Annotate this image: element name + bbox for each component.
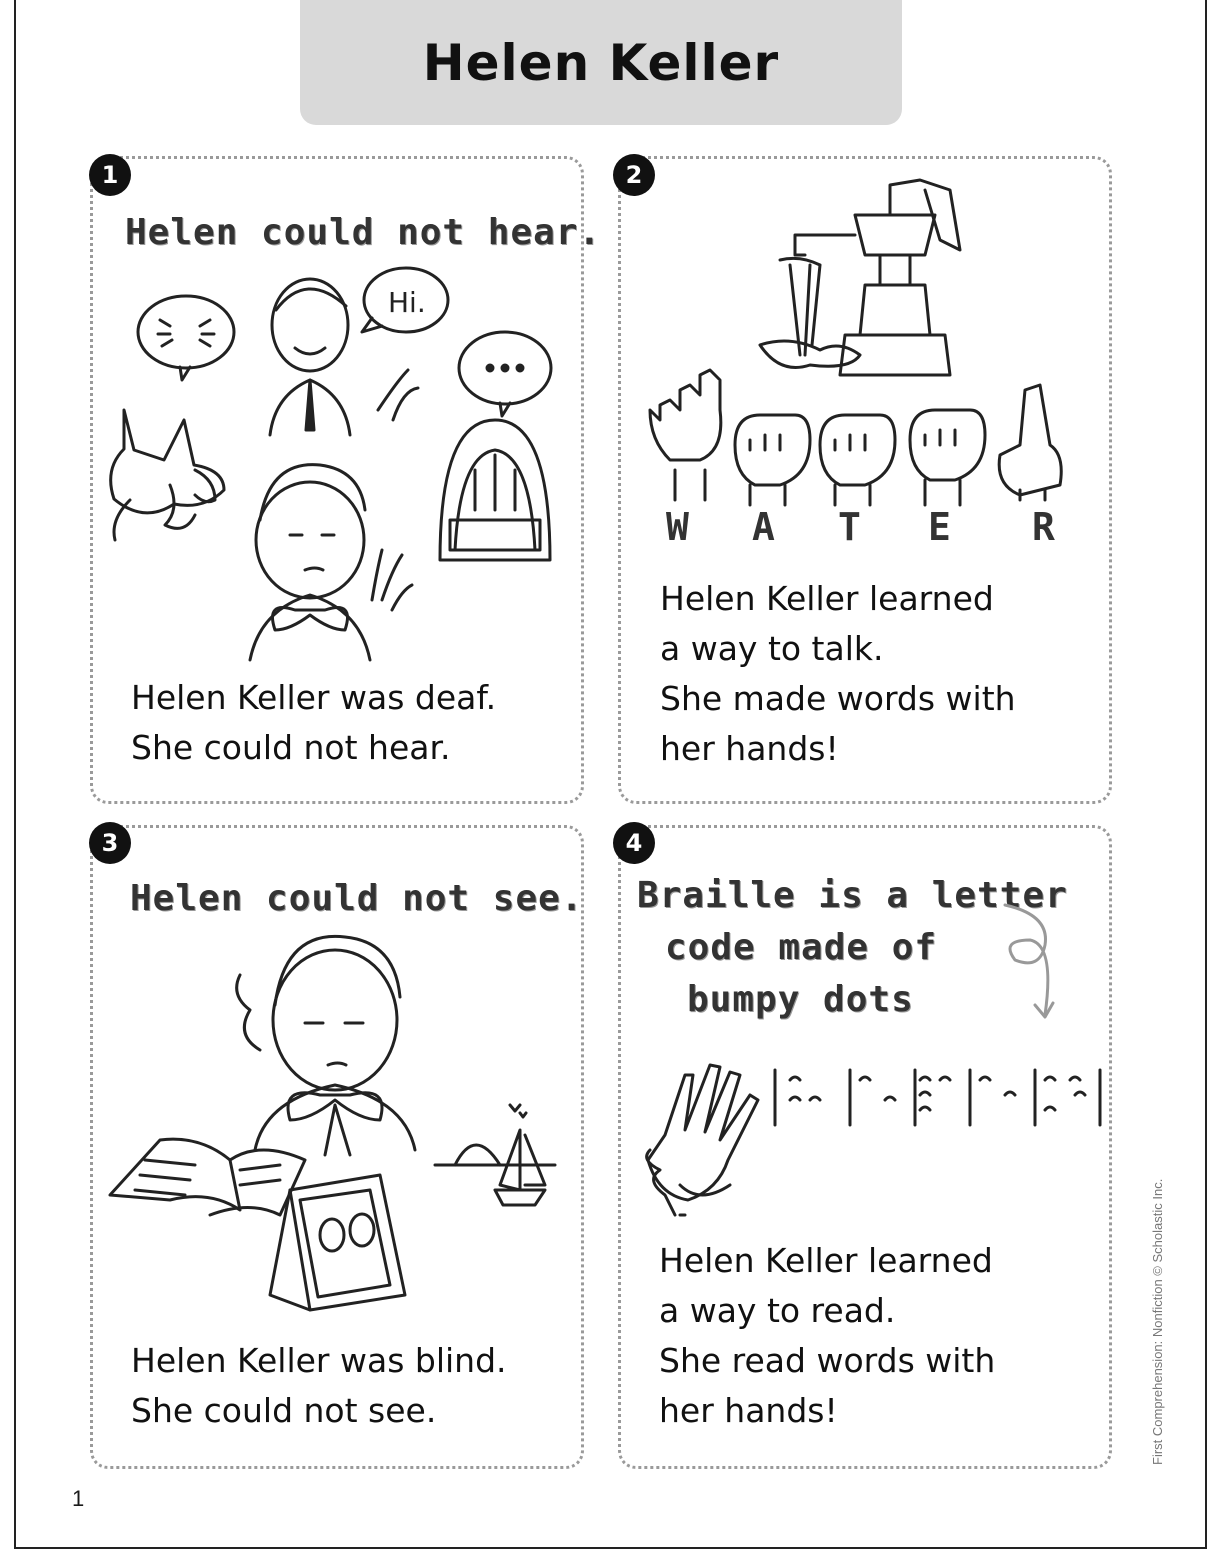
- panel-2-line-3: She made words with: [660, 679, 1016, 718]
- title-tab: [300, 0, 902, 125]
- panel-4-line-3: She read words with: [659, 1341, 996, 1380]
- page-number: 1: [72, 1486, 85, 1511]
- panel-1-number: 1: [89, 154, 131, 196]
- panel-4-line-1: Helen Keller learned: [659, 1241, 993, 1280]
- panel-4-heading-line-2: code made of: [665, 927, 938, 968]
- blind-scene-illustration: [100, 935, 570, 1315]
- panel-4-number: 4: [613, 822, 655, 864]
- panel-4-text: [659, 1236, 995, 1436]
- panel-3-line-1: Helen Keller was blind.: [131, 1341, 507, 1380]
- panel-3-heading: Helen could not see.: [130, 878, 584, 919]
- sign-letter: E: [928, 505, 951, 549]
- sign-letter: W: [666, 505, 689, 549]
- deaf-scene-illustration: [110, 270, 580, 670]
- panel-3-text: [131, 1336, 507, 1436]
- panel-2-line-1: Helen Keller learned: [660, 579, 994, 618]
- panel-4-line-4: her hands!: [659, 1391, 838, 1430]
- svg-text:Hi.: Hi.: [388, 286, 426, 319]
- panel-2-text: [660, 574, 1016, 774]
- panel-1-line-2: She could not hear.: [131, 728, 451, 767]
- panel-4-line-2: a way to read.: [659, 1291, 896, 1330]
- panel-3-number: 3: [89, 822, 131, 864]
- sign-letter: R: [1032, 505, 1055, 549]
- arrow-icon: [1000, 900, 1070, 1020]
- sign-letter: T: [838, 505, 861, 549]
- panel-1-heading: Helen could not hear.: [125, 212, 602, 253]
- panel-1-text: [131, 673, 496, 773]
- page-title: Helen Keller: [422, 33, 780, 92]
- panel-2-number: 2: [613, 154, 655, 196]
- panel-2-line-4: her hands!: [660, 729, 839, 768]
- panel-1-line-1: Helen Keller was deaf.: [131, 678, 497, 717]
- water-sign-letters: [660, 505, 1080, 550]
- water-pump-illustration: [640, 175, 1090, 505]
- panel-2-line-2: a way to talk.: [660, 629, 884, 668]
- panel-4-heading-line-1: Braille is a letter: [637, 875, 1068, 916]
- panel-3-line-2: She could not see.: [131, 1391, 437, 1430]
- panel-4-heading-line-3: bumpy dots: [687, 979, 914, 1020]
- copyright-credit: First Comprehension: Nonfiction © Scholastic Inc.: [1150, 1178, 1165, 1465]
- sign-letter: A: [752, 505, 775, 549]
- braille-hand-illustration: [635, 1055, 1110, 1225]
